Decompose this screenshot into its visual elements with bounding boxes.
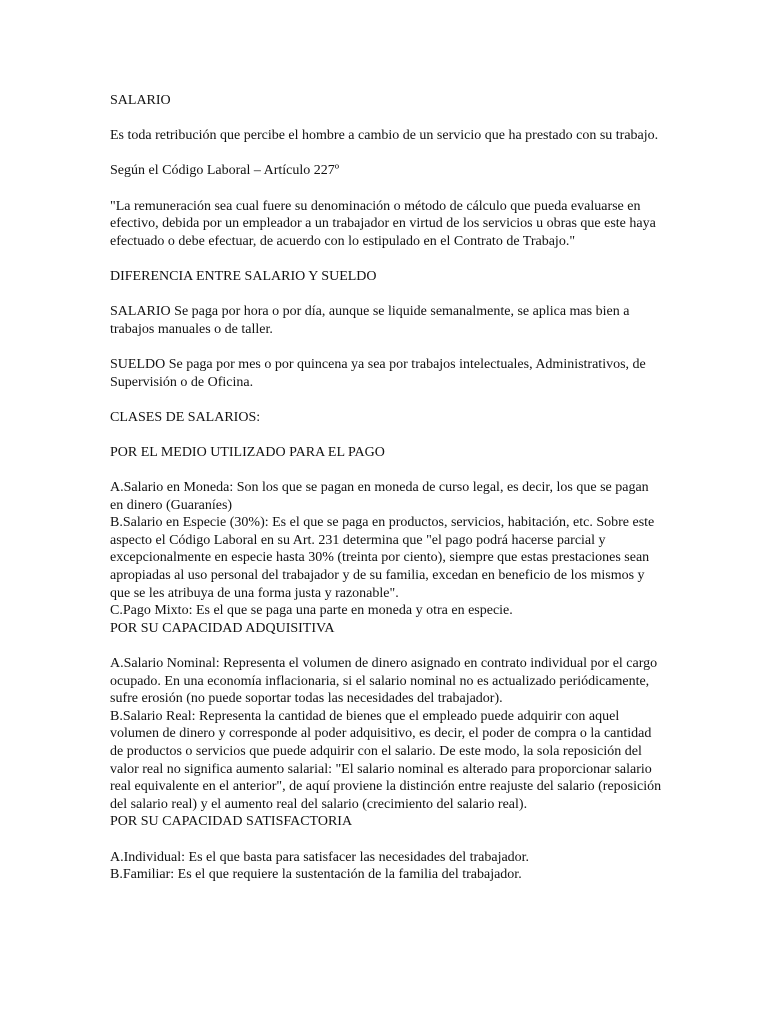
satisfactoria-item-individual: A.Individual: Es el que basta para satisfacer las necesidades del trabajador. bbox=[110, 849, 530, 865]
medio-heading: POR EL MEDIO UTILIZADO PARA EL PAGO bbox=[110, 444, 385, 460]
satisfactoria-heading: POR SU CAPACIDAD SATISFACTORIA bbox=[110, 814, 353, 830]
medio-item-moneda: A.Salario en Moneda: Son los que se pagan en moneda de curso legal, es decir, los que se pagan en dinero (Guaraníes) bbox=[110, 480, 649, 513]
doc-title: SALARIO bbox=[110, 93, 171, 108]
definition-paragraph: Es toda retribución que percibe el hombre a cambio de un servicio que ha prestado con su trabajo. bbox=[110, 128, 659, 144]
classes-heading: CLASES DE SALARIOS: bbox=[110, 409, 261, 425]
medio-item-mixto: C.Pago Mixto: Es el que se paga una parte en moneda y otra en especie. bbox=[110, 603, 513, 619]
medio-item-especie: B.Salario en Especie (30%): Es el que se paga en productos, servicios, habitación, etc. Sobre este aspecto el Código Laboral en su Art. 231 determina que "el pago podrá hacerse parcial y excepcionalmente en especie hasta 30% (treinta por ciento), siempre que estas prestaciones sean apropiadas al uso personal del trabajador y de su familia, excedan en beneficio de los mismos y que se les atribuya de una forma justa y razonable". bbox=[110, 515, 655, 601]
code-reference: Según el Código Laboral – Artículo 227º bbox=[110, 163, 340, 179]
quote-paragraph: "La remuneración sea cual fuere su denominación o método de cálculo que pueda evaluarse en efectivo, debida por un empleador a un trabajador en virtud de los servicios u obras que este haya efectuado o debe efectuar, de acuerdo con lo estipulado en el Contrato de Trabajo." bbox=[110, 198, 656, 249]
difference-heading: DIFERENCIA ENTRE SALARIO Y SUELDO bbox=[110, 268, 377, 284]
satisfactoria-item-familiar: B.Familiar: Es el que requiere la sustentación de la familia del trabajador. bbox=[110, 867, 522, 883]
sueldo-paragraph: SUELDO Se paga por mes o por quincena ya sea por trabajos intelectuales, Administrativos, de Supervisión o de Oficina. bbox=[110, 356, 646, 390]
adquisitiva-item-nominal: A.Salario Nominal: Representa el volumen de dinero asignado en contrato individual por el cargo ocupado. En una economía inflacionaria, si el salario nominal no es actualizado periódicamente, sufre erosión (no puede soportar todas las necesidades del trabajador). bbox=[110, 656, 658, 707]
salario-paragraph: SALARIO Se paga por hora o por día, aunque se liquide semanalmente, se aplica mas bien a trabajos manuales o de taller. bbox=[110, 304, 630, 337]
document-body bbox=[110, 92, 662, 884]
adquisitiva-heading: POR SU CAPACIDAD ADQUISITIVA bbox=[110, 620, 335, 636]
adquisitiva-item-real: B.Salario Real: Representa la cantidad de bienes que el empleado puede adquirir con aquel volumen de dinero y corresponde al poder adquisitivo, es decir, el poder de compra o la cantidad de productos o servicios que puede adquirir con el salario. De este modo, la sola reposición del valor real no significa aumento salarial: "El salario nominal es alterado para proporcionar salario real equivalente en el anterior", de aquí proviene la distinción entre reajuste del salario (reposición del salario real) y el aumento real del salario (crecimiento del salario real). bbox=[110, 708, 662, 812]
